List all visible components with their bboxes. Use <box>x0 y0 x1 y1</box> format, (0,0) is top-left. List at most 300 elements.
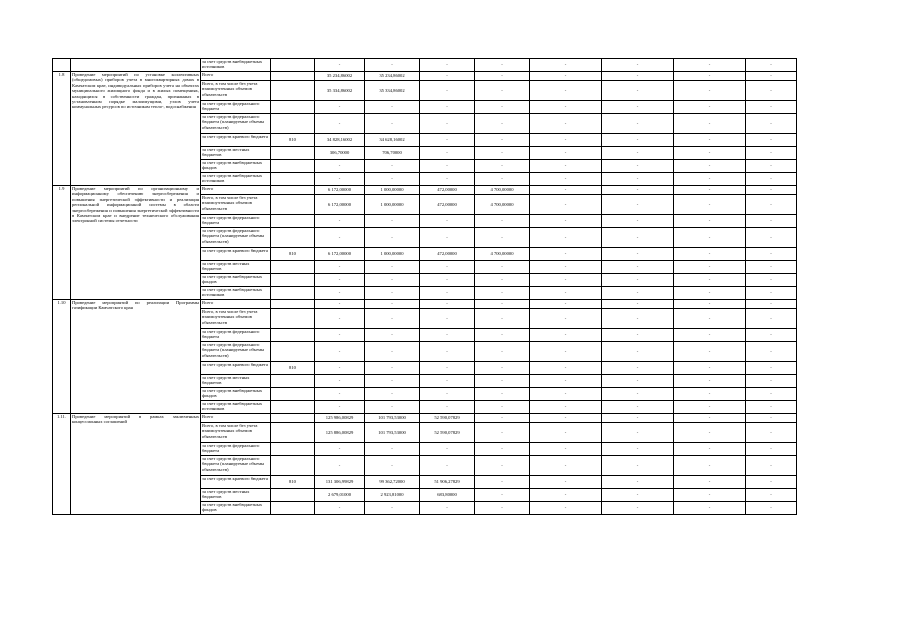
activity-name: Проведение мероприятий по установке коллективных (общедомовых) приборов учета в многоквартирных домах в Камчатском крае, индивидуальных приборов учета на объектах муниципального жилищного фонда и в жилых помещениях, находящихся в собственности граждан, признанных в установленном порядке малоимущими, узлов учета коммунальных ресурсов по источникам тепло-, водоснабжения <box>71 72 201 186</box>
amount-cell: - <box>746 309 797 329</box>
activity-name: Проведение мероприятий по реализации Программы газификации Камчатского края <box>71 300 201 414</box>
table-row <box>53 72 797 81</box>
amount-cell: - <box>674 300 746 309</box>
amount-cell: - <box>530 502 602 515</box>
amount-cell: 101 793,53000 <box>365 414 420 423</box>
amount-cell: - <box>420 215 475 228</box>
amount-cell: - <box>674 228 746 248</box>
funding-source: Всего, в том числе без учета взаимоучтенных объемов обязательств <box>201 81 271 101</box>
amount-cell: - <box>602 423 674 443</box>
amount-cell: - <box>602 362 674 375</box>
amount-cell: - <box>420 72 475 81</box>
amount-cell: 472,00000 <box>420 186 475 195</box>
admin-code <box>271 443 315 456</box>
amount-cell: - <box>420 502 475 515</box>
amount-cell: - <box>674 147 746 160</box>
amount-cell: - <box>602 134 674 147</box>
amount-cell: - <box>602 476 674 489</box>
amount-cell: - <box>420 388 475 401</box>
amount-cell: - <box>530 342 602 362</box>
amount-cell: - <box>365 401 420 414</box>
amount-cell: - <box>602 375 674 388</box>
amount-cell: - <box>530 476 602 489</box>
admin-code <box>271 160 315 173</box>
amount-cell: - <box>746 101 797 114</box>
amount-cell: - <box>530 388 602 401</box>
amount-cell: 2 679,01000 <box>315 489 365 502</box>
amount-cell: - <box>746 173 797 186</box>
amount-cell: - <box>365 342 420 362</box>
amount-cell: - <box>746 489 797 502</box>
amount-cell: - <box>315 59 365 72</box>
amount-cell: - <box>674 401 746 414</box>
amount-cell: - <box>674 489 746 502</box>
amount-cell: - <box>530 261 602 274</box>
amount-cell: - <box>475 443 530 456</box>
amount-cell: - <box>602 342 674 362</box>
admin-code <box>271 456 315 476</box>
amount-cell: - <box>746 375 797 388</box>
amount-cell: - <box>315 274 365 287</box>
amount-cell: 52 590,07829 <box>420 423 475 443</box>
funding-source: за счет средств внебюджетных фондов <box>201 160 271 173</box>
amount-cell: - <box>602 160 674 173</box>
amount-cell: - <box>365 287 420 300</box>
amount-cell: - <box>475 423 530 443</box>
funding-source: за счет средств местных бюджетов <box>201 147 271 160</box>
amount-cell: - <box>475 134 530 147</box>
amount-cell: - <box>674 388 746 401</box>
funding-source: за счет средств внебюджетных фондов <box>201 388 271 401</box>
admin-code <box>271 261 315 274</box>
amount-cell: - <box>475 81 530 101</box>
amount-cell: 6 172,00000 <box>315 248 365 261</box>
admin-code <box>271 287 315 300</box>
amount-cell: - <box>674 134 746 147</box>
amount-cell: - <box>420 443 475 456</box>
amount-cell: 99 362,72000 <box>365 476 420 489</box>
funding-source: Всего, в том числе без учета взаимоучтенных объемов обязательств <box>201 309 271 329</box>
funding-source: Всего <box>201 72 271 81</box>
funding-source: за счет средств внебюджетных фондов <box>201 502 271 515</box>
amount-cell: - <box>475 502 530 515</box>
amount-cell: - <box>475 362 530 375</box>
amount-cell: - <box>365 173 420 186</box>
amount-cell: - <box>420 114 475 134</box>
amount-cell: - <box>365 215 420 228</box>
amount-cell: - <box>674 261 746 274</box>
amount-cell: - <box>674 274 746 287</box>
amount-cell: - <box>420 309 475 329</box>
admin-code <box>271 114 315 134</box>
amount-cell: - <box>746 476 797 489</box>
amount-cell: - <box>420 134 475 147</box>
admin-code <box>271 186 315 195</box>
budget-table <box>52 58 797 515</box>
funding-source: за счет средств краевого бюджета <box>201 134 271 147</box>
amount-cell: - <box>602 300 674 309</box>
table-row <box>53 414 797 423</box>
admin-code <box>271 173 315 186</box>
amount-cell: - <box>674 309 746 329</box>
amount-cell: - <box>530 287 602 300</box>
amount-cell: 472,00000 <box>420 248 475 261</box>
amount-cell: - <box>365 309 420 329</box>
funding-source: за счет средств внебюджетных источников <box>201 173 271 186</box>
amount-cell: - <box>746 160 797 173</box>
amount-cell: - <box>315 215 365 228</box>
amount-cell: - <box>475 476 530 489</box>
amount-cell: - <box>365 228 420 248</box>
amount-cell: - <box>674 248 746 261</box>
amount-cell: - <box>746 248 797 261</box>
amount-cell: - <box>530 173 602 186</box>
admin-code: 810 <box>271 476 315 489</box>
amount-cell: - <box>420 287 475 300</box>
amount-cell: - <box>746 388 797 401</box>
funding-source: за счет средств федерального бюджета (планируемые объемы обязательств) <box>201 342 271 362</box>
admin-code <box>271 228 315 248</box>
amount-cell: - <box>746 274 797 287</box>
amount-cell: 6 172,00000 <box>315 186 365 195</box>
amount-cell: - <box>746 287 797 300</box>
amount-cell: - <box>602 248 674 261</box>
amount-cell: - <box>420 228 475 248</box>
amount-cell: - <box>530 186 602 195</box>
amount-cell: - <box>602 329 674 342</box>
amount-cell: - <box>674 375 746 388</box>
admin-code: 810 <box>271 134 315 147</box>
amount-cell: - <box>530 456 602 476</box>
amount-cell: - <box>674 173 746 186</box>
amount-cell: 472,00000 <box>420 195 475 215</box>
amount-cell: - <box>315 228 365 248</box>
activity-name <box>71 59 201 72</box>
amount-cell: - <box>475 287 530 300</box>
amount-cell: - <box>674 287 746 300</box>
amount-cell: - <box>674 114 746 134</box>
amount-cell: - <box>602 388 674 401</box>
amount-cell: - <box>674 342 746 362</box>
amount-cell: - <box>674 414 746 423</box>
amount-cell: - <box>315 101 365 114</box>
amount-cell: 125 986,00829 <box>315 414 365 423</box>
amount-cell: 35 334,86002 <box>315 81 365 101</box>
amount-cell: - <box>602 443 674 456</box>
amount-cell: - <box>602 186 674 195</box>
amount-cell: - <box>674 502 746 515</box>
amount-cell: - <box>602 173 674 186</box>
item-number: 1.8 <box>53 72 71 186</box>
amount-cell: - <box>365 375 420 388</box>
amount-cell: - <box>746 342 797 362</box>
amount-cell: - <box>530 248 602 261</box>
item-number: 1.11. <box>53 414 71 515</box>
funding-source: за счет средств федерального бюджета (планируемые объемы обязательств) <box>201 114 271 134</box>
amount-cell: - <box>315 342 365 362</box>
amount-cell: 4 700,00000 <box>475 195 530 215</box>
amount-cell: - <box>602 309 674 329</box>
amount-cell: - <box>315 329 365 342</box>
funding-source: за счет средств внебюджетных фондов <box>201 274 271 287</box>
admin-code <box>271 147 315 160</box>
amount-cell: - <box>746 261 797 274</box>
amount-cell: - <box>475 215 530 228</box>
amount-cell: - <box>602 489 674 502</box>
funding-source: Всего <box>201 414 271 423</box>
funding-source: за счет средств местных бюджетов <box>201 375 271 388</box>
funding-source: за счет средств федерального бюджета <box>201 443 271 456</box>
amount-cell: - <box>365 362 420 375</box>
amount-cell: - <box>746 423 797 443</box>
amount-cell: - <box>674 215 746 228</box>
amount-cell: - <box>475 375 530 388</box>
amount-cell: - <box>420 81 475 101</box>
admin-code: 810 <box>271 362 315 375</box>
amount-cell: - <box>530 423 602 443</box>
amount-cell: - <box>746 414 797 423</box>
table-row <box>53 300 797 309</box>
amount-cell: - <box>674 423 746 443</box>
amount-cell: - <box>746 147 797 160</box>
amount-cell: - <box>602 228 674 248</box>
amount-cell: - <box>420 401 475 414</box>
amount-cell: - <box>746 81 797 101</box>
amount-cell: - <box>746 134 797 147</box>
amount-cell: - <box>746 401 797 414</box>
amount-cell: - <box>746 59 797 72</box>
amount-cell: - <box>315 362 365 375</box>
amount-cell: - <box>674 195 746 215</box>
amount-cell: - <box>746 195 797 215</box>
amount-cell: - <box>602 456 674 476</box>
amount-cell: - <box>530 329 602 342</box>
item-number: 1.10 <box>53 300 71 414</box>
amount-cell: - <box>475 401 530 414</box>
amount-cell: - <box>365 114 420 134</box>
amount-cell: - <box>315 375 365 388</box>
amount-cell: - <box>420 173 475 186</box>
amount-cell: 1 000,00000 <box>365 248 420 261</box>
amount-cell: 34 828,16002 <box>315 134 365 147</box>
amount-cell: - <box>602 147 674 160</box>
amount-cell: - <box>420 147 475 160</box>
amount-cell: 35 334,86002 <box>365 81 420 101</box>
amount-cell: - <box>602 195 674 215</box>
amount-cell: - <box>475 329 530 342</box>
amount-cell: 1 000,00000 <box>365 186 420 195</box>
amount-cell: - <box>674 101 746 114</box>
amount-cell: - <box>365 329 420 342</box>
amount-cell: - <box>530 309 602 329</box>
amount-cell: - <box>746 443 797 456</box>
admin-code <box>271 195 315 215</box>
amount-cell: - <box>602 72 674 81</box>
item-number <box>53 59 71 72</box>
amount-cell: - <box>602 502 674 515</box>
amount-cell: 4 700,00000 <box>475 248 530 261</box>
admin-code <box>271 309 315 329</box>
amount-cell: - <box>365 274 420 287</box>
admin-code <box>271 489 315 502</box>
admin-code <box>271 423 315 443</box>
budget-table-page <box>52 58 797 515</box>
amount-cell: - <box>365 59 420 72</box>
amount-cell: - <box>475 173 530 186</box>
amount-cell: - <box>602 414 674 423</box>
amount-cell: - <box>475 147 530 160</box>
amount-cell: - <box>365 160 420 173</box>
funding-source: Всего <box>201 186 271 195</box>
admin-code: 810 <box>271 248 315 261</box>
amount-cell: - <box>746 186 797 195</box>
amount-cell: - <box>674 362 746 375</box>
amount-cell: 706,70000 <box>365 147 420 160</box>
amount-cell: - <box>315 287 365 300</box>
amount-cell: - <box>530 362 602 375</box>
admin-code <box>271 375 315 388</box>
amount-cell: - <box>530 414 602 423</box>
amount-cell: - <box>365 300 420 309</box>
amount-cell: - <box>530 134 602 147</box>
amount-cell: - <box>530 401 602 414</box>
amount-cell: - <box>420 329 475 342</box>
amount-cell: 683,80000 <box>420 489 475 502</box>
admin-code <box>271 274 315 287</box>
amount-cell: - <box>746 215 797 228</box>
amount-cell: - <box>530 101 602 114</box>
amount-cell: - <box>315 173 365 186</box>
amount-cell: - <box>674 329 746 342</box>
amount-cell: - <box>475 414 530 423</box>
funding-source: за счет средств федерального бюджета (планируемые объемы обязательств) <box>201 456 271 476</box>
funding-source: Всего, в том числе без учета взаимоучтенных объемов обязательств <box>201 195 271 215</box>
amount-cell: - <box>365 101 420 114</box>
item-number: 1.9 <box>53 186 71 300</box>
admin-code <box>271 342 315 362</box>
amount-cell: 1 000,00000 <box>365 195 420 215</box>
amount-cell: 2 923,81000 <box>365 489 420 502</box>
admin-code <box>271 215 315 228</box>
amount-cell: - <box>530 375 602 388</box>
amount-cell: - <box>530 228 602 248</box>
amount-cell: - <box>475 261 530 274</box>
amount-cell: - <box>746 228 797 248</box>
amount-cell: - <box>674 476 746 489</box>
amount-cell: - <box>420 362 475 375</box>
amount-cell: - <box>475 72 530 81</box>
amount-cell: 35 234,86002 <box>315 72 365 81</box>
amount-cell: - <box>475 489 530 502</box>
amount-cell: - <box>602 261 674 274</box>
admin-code <box>271 72 315 81</box>
amount-cell: 34 628,16002 <box>365 134 420 147</box>
amount-cell: - <box>674 72 746 81</box>
amount-cell: - <box>530 274 602 287</box>
amount-cell: - <box>530 489 602 502</box>
amount-cell: - <box>530 195 602 215</box>
funding-source: за счет средств краевого бюджета <box>201 362 271 375</box>
amount-cell: - <box>674 456 746 476</box>
funding-source: Всего <box>201 300 271 309</box>
amount-cell: - <box>315 456 365 476</box>
amount-cell: - <box>315 388 365 401</box>
funding-source: за счет средств федерального бюджета (планируемые объемы обязательств) <box>201 228 271 248</box>
amount-cell: - <box>315 401 365 414</box>
amount-cell: - <box>475 388 530 401</box>
amount-cell: - <box>530 81 602 101</box>
amount-cell: - <box>602 101 674 114</box>
amount-cell: - <box>746 456 797 476</box>
amount-cell: - <box>420 456 475 476</box>
amount-cell: - <box>530 114 602 134</box>
amount-cell: - <box>746 329 797 342</box>
activity-name: Проведение мероприятий по организационному и информационному обеспечению энергосбережения и повышения энергетической эффективности и реализация региональной информационной системы в области энергосбережения и повышения энергетической эффективности в Камчатском крае и внедрение технического обслуживания электронной системы отчетности <box>71 186 201 300</box>
amount-cell: - <box>365 261 420 274</box>
amount-cell: - <box>475 160 530 173</box>
amount-cell: - <box>602 59 674 72</box>
amount-cell: - <box>674 59 746 72</box>
amount-cell: - <box>420 261 475 274</box>
amount-cell: - <box>365 502 420 515</box>
amount-cell: - <box>602 287 674 300</box>
amount-cell: 4 700,00000 <box>475 186 530 195</box>
admin-code <box>271 101 315 114</box>
funding-source: за счет средств внебюджетных источников <box>201 59 271 72</box>
amount-cell: - <box>315 300 365 309</box>
amount-cell: - <box>315 114 365 134</box>
admin-code <box>271 388 315 401</box>
funding-source: за счет средств местных бюджетов <box>201 489 271 502</box>
amount-cell: - <box>530 160 602 173</box>
funding-source: за счет средств краевого бюджета <box>201 476 271 489</box>
amount-cell: - <box>420 342 475 362</box>
amount-cell: - <box>602 215 674 228</box>
admin-code <box>271 414 315 423</box>
amount-cell: 35 234,86002 <box>365 72 420 81</box>
amount-cell: - <box>602 81 674 101</box>
funding-source: за счет средств местных бюджетов <box>201 261 271 274</box>
amount-cell: - <box>530 215 602 228</box>
amount-cell: - <box>475 456 530 476</box>
amount-cell: - <box>365 443 420 456</box>
amount-cell: - <box>315 443 365 456</box>
amount-cell: - <box>420 375 475 388</box>
amount-cell: 125 886,00829 <box>315 423 365 443</box>
amount-cell: 101 793,53000 <box>365 423 420 443</box>
amount-cell: - <box>315 160 365 173</box>
funding-source: за счет средств внебюджетных источников <box>201 287 271 300</box>
amount-cell: - <box>420 59 475 72</box>
amount-cell: - <box>475 114 530 134</box>
amount-cell: - <box>746 362 797 375</box>
admin-code <box>271 81 315 101</box>
amount-cell: - <box>475 309 530 329</box>
amount-cell: - <box>530 443 602 456</box>
amount-cell: - <box>420 160 475 173</box>
amount-cell: - <box>674 160 746 173</box>
amount-cell: 51 906,27829 <box>420 476 475 489</box>
amount-cell: - <box>746 114 797 134</box>
funding-source: за счет средств федерального бюджета <box>201 101 271 114</box>
amount-cell: - <box>674 443 746 456</box>
admin-code <box>271 59 315 72</box>
funding-source: за счет средств внебюджетных источников <box>201 401 271 414</box>
funding-source: Всего, в том числе без учета взаимоучтенных объемов обязательств <box>201 423 271 443</box>
amount-cell: - <box>602 274 674 287</box>
admin-code <box>271 329 315 342</box>
amount-cell: - <box>530 72 602 81</box>
